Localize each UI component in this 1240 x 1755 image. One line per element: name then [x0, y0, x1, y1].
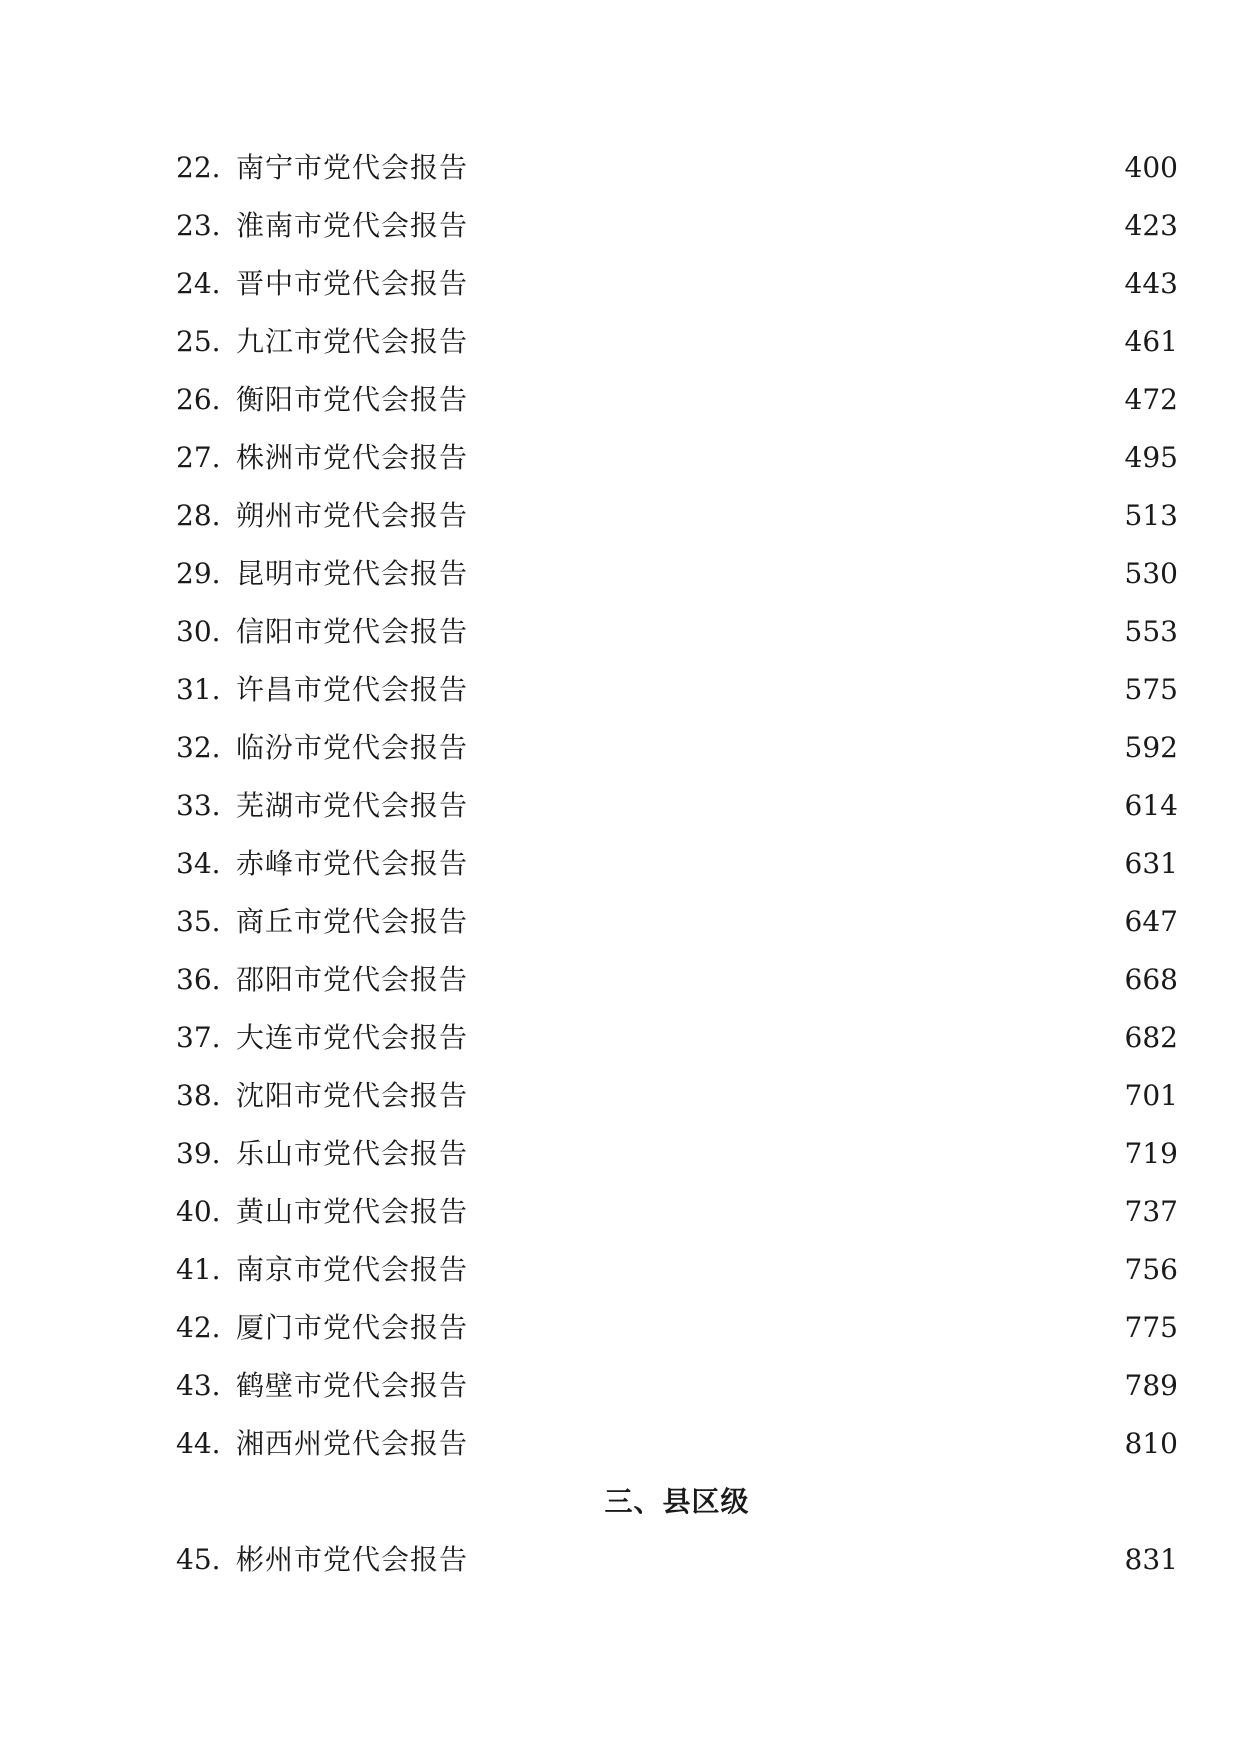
- toc-entry[interactable]: [176, 139, 1178, 197]
- toc-entry[interactable]: [176, 313, 1178, 371]
- toc-entry-title: 衡阳市党代会报告: [236, 383, 469, 416]
- toc-entry-page-number: 789: [1124, 1369, 1178, 1402]
- toc-entry[interactable]: [176, 1183, 1178, 1241]
- toc-entry-label: [176, 1299, 468, 1357]
- toc-entry-label: [176, 893, 468, 951]
- toc-entry-label: [176, 313, 468, 371]
- toc-entry-label: [176, 1125, 468, 1183]
- toc-entry[interactable]: [176, 1125, 1178, 1183]
- toc-entry-page-number: 756: [1124, 1253, 1178, 1286]
- toc-entry-label: [176, 197, 468, 255]
- toc-entry-title: 厦门市党代会报告: [236, 1311, 469, 1344]
- toc-entry[interactable]: [176, 1067, 1178, 1125]
- toc-entry-page-number: 668: [1124, 963, 1178, 996]
- toc-entry-label: [176, 1357, 468, 1415]
- toc-entry[interactable]: [176, 1415, 1178, 1473]
- toc-entry-title: 南宁市党代会报告: [236, 151, 469, 184]
- toc-entry[interactable]: [176, 893, 1178, 951]
- toc-entry[interactable]: [176, 545, 1178, 603]
- toc-entry-number: 43.: [176, 1369, 221, 1402]
- toc-entry-page-number: 719: [1124, 1137, 1178, 1170]
- toc-entry-page-number: 443: [1124, 267, 1178, 300]
- toc-entry[interactable]: [176, 951, 1178, 1009]
- toc-entry-number: 34.: [176, 847, 221, 880]
- toc-entry-number: 37.: [176, 1021, 221, 1054]
- toc-entry-number: 44.: [176, 1427, 221, 1460]
- toc-entry[interactable]: [176, 429, 1178, 487]
- toc-entry-title: 大连市党代会报告: [236, 1021, 469, 1054]
- toc-entry-number: 32.: [176, 731, 221, 764]
- toc-entry-title: 乐山市党代会报告: [236, 1137, 469, 1170]
- toc-entry-label: [176, 719, 468, 777]
- toc-entry-title: 临汾市党代会报告: [236, 731, 469, 764]
- toc-entry[interactable]: [176, 835, 1178, 893]
- toc-entry-page-number: 575: [1124, 673, 1178, 706]
- toc-entry-number: 33.: [176, 789, 221, 822]
- toc-entry-title: 株洲市党代会报告: [236, 441, 469, 474]
- toc-entry-title: 邵阳市党代会报告: [236, 963, 469, 996]
- toc-entry-page-number: 701: [1124, 1079, 1178, 1112]
- toc-entry-title: 淮南市党代会报告: [236, 209, 469, 242]
- toc-entry-title: 湘西州党代会报告: [236, 1427, 469, 1460]
- toc-entry[interactable]: [176, 371, 1178, 429]
- toc-entry-number: 26.: [176, 383, 221, 416]
- toc-entry-page-number: 647: [1124, 905, 1178, 938]
- toc-entry-number: 31.: [176, 673, 221, 706]
- toc-entry-number: 25.: [176, 325, 221, 358]
- toc-entry-label: [176, 487, 468, 545]
- toc-entry-label: [176, 1241, 468, 1299]
- toc-entry-label: [176, 661, 468, 719]
- toc-entry-title: 沈阳市党代会报告: [236, 1079, 469, 1112]
- toc-entry-number: 36.: [176, 963, 221, 996]
- toc-entry[interactable]: [176, 255, 1178, 313]
- toc-entry-label: [176, 1531, 468, 1589]
- toc-entry-page-number: 400: [1124, 151, 1178, 184]
- toc-entry-number: 24.: [176, 267, 221, 300]
- toc-entry-number: 22.: [176, 151, 221, 184]
- toc-entry-page-number: 831: [1124, 1543, 1178, 1576]
- toc-entry-page-number: 810: [1124, 1427, 1178, 1460]
- toc-entry-label: [176, 545, 468, 603]
- toc-entry-page-number: 737: [1124, 1195, 1178, 1228]
- toc-entry-label: [176, 603, 468, 661]
- toc-entry[interactable]: [176, 1241, 1178, 1299]
- toc-entry-label: [176, 951, 468, 1009]
- toc-entry-label: [176, 1067, 468, 1125]
- toc-entry-label: [176, 139, 468, 197]
- toc-entry[interactable]: [176, 197, 1178, 255]
- toc-entry[interactable]: [176, 661, 1178, 719]
- table-of-contents: [176, 139, 1178, 1589]
- toc-entry[interactable]: [176, 1299, 1178, 1357]
- toc-entry-page-number: 423: [1124, 209, 1178, 242]
- toc-entry-number: 30.: [176, 615, 221, 648]
- toc-entry-title: 朔州市党代会报告: [236, 499, 469, 532]
- toc-entry-page-number: 461: [1124, 325, 1178, 358]
- toc-entry-number: 28.: [176, 499, 221, 532]
- toc-entry-page-number: 472: [1124, 383, 1178, 416]
- toc-entry-title: 商丘市党代会报告: [236, 905, 469, 938]
- toc-entry-title: 南京市党代会报告: [236, 1253, 469, 1286]
- toc-entry-title: 昆明市党代会报告: [236, 557, 469, 590]
- section-heading-county: 三、县区级: [604, 1485, 750, 1518]
- toc-entry-number: 42.: [176, 1311, 221, 1344]
- toc-entry-page-number: 513: [1124, 499, 1178, 532]
- toc-entry-label: [176, 777, 468, 835]
- toc-entry[interactable]: [176, 1531, 1178, 1589]
- toc-entry-title: 信阳市党代会报告: [236, 615, 469, 648]
- toc-entry-number: 35.: [176, 905, 221, 938]
- toc-entry[interactable]: [176, 719, 1178, 777]
- toc-entry-title: 许昌市党代会报告: [236, 673, 469, 706]
- toc-entry-number: 45.: [176, 1543, 221, 1576]
- toc-entry[interactable]: [176, 1009, 1178, 1067]
- toc-entry-title: 芜湖市党代会报告: [236, 789, 469, 822]
- toc-entry-label: [176, 835, 468, 893]
- toc-entry-number: 40.: [176, 1195, 221, 1228]
- toc-entry[interactable]: [176, 487, 1178, 545]
- toc-entry[interactable]: [176, 777, 1178, 835]
- toc-entry-title: 九江市党代会报告: [236, 325, 469, 358]
- toc-entry-label: [176, 371, 468, 429]
- toc-entry-list-city: [176, 139, 1178, 1473]
- toc-entry-label: [176, 429, 468, 487]
- toc-entry-label: [176, 1415, 468, 1473]
- toc-entry-title: 鹤壁市党代会报告: [236, 1369, 469, 1402]
- toc-entry-page-number: 614: [1124, 789, 1178, 822]
- toc-entry-label: [176, 1009, 468, 1067]
- toc-entry-label: [176, 255, 468, 313]
- toc-entry-number: 39.: [176, 1137, 221, 1170]
- toc-entry-page-number: 775: [1124, 1311, 1178, 1344]
- toc-entry-title: 彬州市党代会报告: [236, 1543, 469, 1576]
- toc-entry-page-number: 592: [1124, 731, 1178, 764]
- toc-entry-page-number: 682: [1124, 1021, 1178, 1054]
- toc-entry[interactable]: [176, 1357, 1178, 1415]
- toc-entry[interactable]: [176, 603, 1178, 661]
- toc-entry-title: 赤峰市党代会报告: [236, 847, 469, 880]
- toc-entry-page-number: 631: [1124, 847, 1178, 880]
- toc-entry-page-number: 495: [1124, 441, 1178, 474]
- toc-entry-number: 29.: [176, 557, 221, 590]
- toc-entry-label: [176, 1183, 468, 1241]
- toc-entry-number: 38.: [176, 1079, 221, 1112]
- toc-entry-page-number: 530: [1124, 557, 1178, 590]
- toc-entry-number: 27.: [176, 441, 221, 474]
- toc-entry-number: 41.: [176, 1253, 221, 1286]
- toc-entry-title: 晋中市党代会报告: [236, 267, 469, 300]
- toc-entry-title: 黄山市党代会报告: [236, 1195, 469, 1228]
- toc-entry-list-county: [176, 1531, 1178, 1589]
- toc-entry-page-number: 553: [1124, 615, 1178, 648]
- toc-entry-number: 23.: [176, 209, 221, 242]
